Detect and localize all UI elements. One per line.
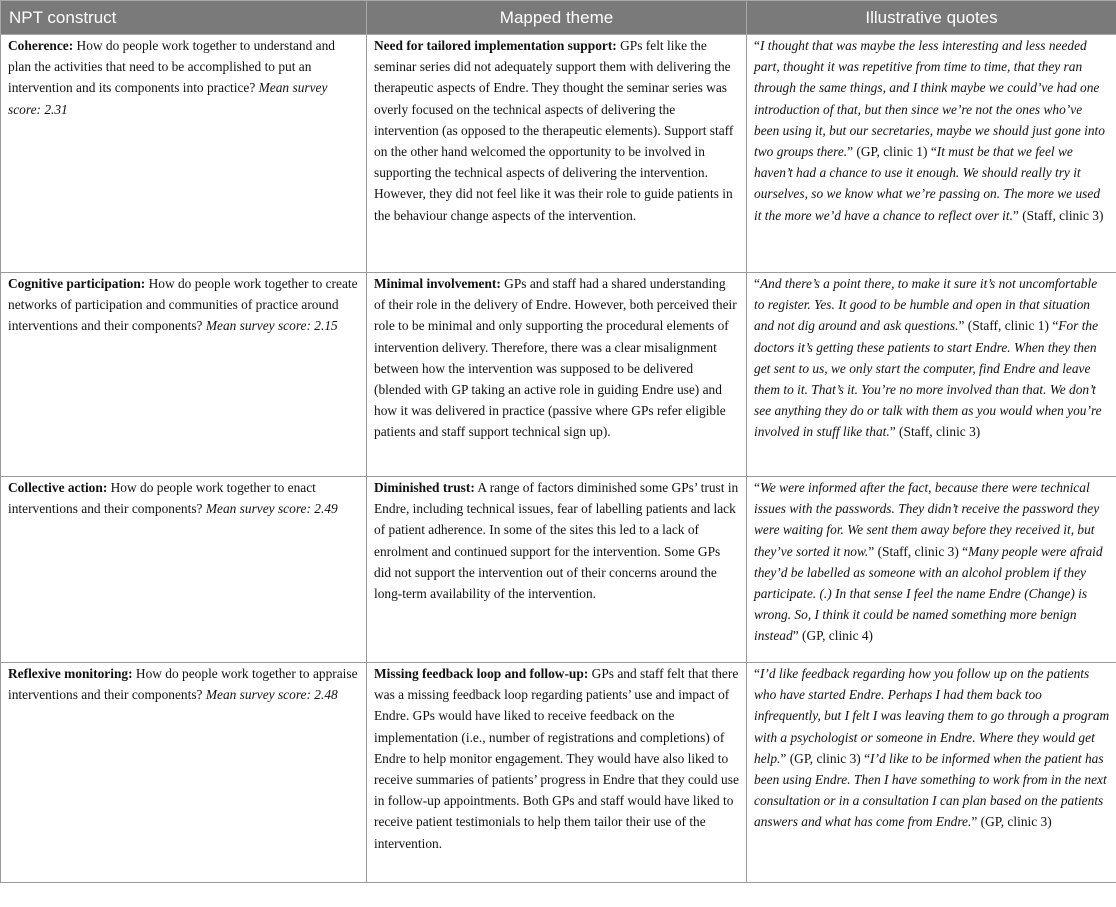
quotes-cell: “I’d like feedback regarding how you follow up on the patients who have started Endre. Perhaps I had them back too infrequently, but I felt I was leaving them to go through a program with a psychologist or someone in Endre. Where they would get help.” (GP, clinic 3) “I’d like to be informed when the patient has been using Endre. Then I have something to work from in the next consultation or in a consultation I can plan based on the patients answers and what has come from Endre.” (GP, clinic 3) <box>747 663 1116 883</box>
quotes-cell: “I thought that was maybe the less interesting and less needed part, thought it was repetitive from time to time, that they ran through the same things, and I think maybe we could’ve had one introduction of that, but then since we’re not the ones who’ve been using it, but our secretaries, maybe we should just gone into two groups there.” (GP, clinic 1) “It must be that we feel we haven’t had a chance to use it enough. We should really try it ourselves, so we know what we’re passing on. The more we used it the more we’d have a chance to reflect over it.” (Staff, clinic 3) <box>747 35 1116 273</box>
construct-cell <box>1 663 367 883</box>
construct-name: Cognitive participation: <box>8 276 146 291</box>
construct-text: How do people work together to create networks of participation and communities of practice around interventions and their components? <box>8 276 358 334</box>
mean-survey-score: Mean survey score: 2.48 <box>205 687 338 703</box>
quote-text: I thought that was maybe the less interesting and less needed part, thought it was repetitive from time to time, that they ran through the same things, and I think maybe we could’ve had one introduction of that, but then since we’re not the ones who’ve been using it, but our secretaries, maybe we should just gone into two groups there. <box>754 38 1105 160</box>
quote-source: (Staff, clinic 3) <box>874 543 963 559</box>
construct-text: How do people work together to enact interventions and their components? <box>8 480 316 517</box>
construct-name: Reflexive monitoring: <box>8 666 133 681</box>
theme-cell <box>367 477 747 663</box>
construct-name: Coherence: <box>8 38 74 53</box>
quote-source: (Staff, clinic 3) <box>1018 207 1104 223</box>
mean-survey-score: Mean survey score: 2.15 <box>205 318 338 334</box>
quote-source: (GP, clinic 1) <box>853 144 931 160</box>
quote-source: (Staff, clinic 3) <box>895 424 981 440</box>
quote-source: (GP, clinic 3) <box>977 814 1052 830</box>
quote-text: I’d like to be informed when the patient has been using Endre. Then I have something to work from in the next consultation or in a consultation I can plan based on the patients answers and what has come from Endre. <box>754 750 1107 830</box>
theme-name: Need for tailored implementation support: <box>374 38 617 53</box>
construct-cell <box>1 477 367 663</box>
mean-survey-score: Mean survey score: 2.31 <box>8 80 328 117</box>
quote-text: For the doctors it’s getting these patients to start Endre. When they then get sent to us, we only start the computer, find Endre and leave them to it. That’s it. You’re no more involved than that. We don’t see anything they do or talk with them as you would when you’re involved in stuff like that. <box>754 318 1102 440</box>
quote-source: (GP, clinic 4) <box>798 628 874 644</box>
construct-name: Collective action: <box>8 480 108 495</box>
construct-text: How do people work together to appraise interventions and their components? <box>8 666 358 703</box>
theme-text: GPs felt like the seminar series did not adequately support them with delivering the therapeutic aspects of Endre. They thought the seminar series was overly focused on the technical aspects of delivering the intervention (as opposed to the therapeutic elements). Support staff on the other hand welcomed the opportunity to be involved in supporting the technical aspects of delivering the intervention. However, they did not feel like it was their role to guide patients in the behaviour change aspects of the intervention. <box>374 38 734 223</box>
construct-text: How do people work together to understand and plan the activities that need to be accomplished to put an intervention and its components into practice? <box>8 38 336 96</box>
theme-cell <box>367 273 747 477</box>
table-row <box>1 273 1116 477</box>
header-npt-construct: NPT construct <box>1 1 367 35</box>
quote-text: I’d like feedback regarding how you follow up on the patients who have started Endre. Perhaps I had them back too infrequently, but I felt I was leaving them to go through a program with a psychologist or someone in Endre. Where they would get help. <box>754 666 1110 766</box>
quote-source: (Staff, clinic 1) <box>964 318 1053 334</box>
header-mapped-theme: Mapped theme <box>367 1 747 35</box>
theme-name: Missing feedback loop and follow-up: <box>374 666 589 681</box>
construct-cell <box>1 35 367 273</box>
header-illustrative-quotes: Illustrative quotes <box>747 1 1116 35</box>
theme-text: GPs and staff felt that there was a missing feedback loop regarding patients’ use and impact of Endre. GPs would have liked to receive feedback on the implementation (i.e., number of registrations and completions) of Endre to help monitor engagement. They would have also liked to receive summaries of patients’ progress in Endre that they could use in follow-up appointments. Both GPs and staff would have liked to receive patient testimonials to help them tailor their use of the intervention. <box>374 666 739 851</box>
theme-name: Diminished trust: <box>374 480 475 495</box>
header-row <box>1 1 1116 35</box>
quotes-cell: “We were informed after the fact, because there were technical issues with the passwords. They didn’t receive the password they were waiting for. We sent them away before they received it, but they’ve sorted it now.” (Staff, clinic 3) “Many people were afraid they’d be labelled as someone with an alcohol problem if they participate. (.) In that sense I feel the name Endre (Change) is wrong. So, I think it could be named something more benign instead” (GP, clinic 4) <box>747 477 1116 663</box>
quote-text: And there’s a point there, to make it sure it’s not uncomfortable to register. Yes. It good to be humble and open in that situation and not dig around and ask questions. <box>754 276 1098 334</box>
theme-text: A range of factors diminished some GPs’ trust in Endre, including technical issues, fear of labelling patients and lack of patient adherence. In some of the sites this led to a lack of enrolment and continued support for the intervention. Some GPs did not support the intervention out of their concerns around the long-term availability of the intervention. <box>374 480 739 602</box>
quote-text: Many people were afraid they’d be labelled as someone with an alcohol problem if they participate. (.) In that sense I feel the name Endre (Change) is wrong. So, I think it could be named something more benign instead <box>754 543 1103 644</box>
table-row <box>1 477 1116 663</box>
table-row <box>1 663 1116 883</box>
quote-text: We were informed after the fact, because there were technical issues with the passwords. They didn’t receive the password they were waiting for. We sent them away before they received it, but they’ve sorted it now. <box>754 480 1100 559</box>
quotes-cell: “And there’s a point there, to make it sure it’s not uncomfortable to register. Yes. It good to be humble and open in that situation and not dig around and ask questions.” (Staff, clinic 1) “For the doctors it’s getting these patients to start Endre. When they then get sent to us, we only start the computer, find Endre and leave them to it. That’s it. You’re no more involved than that. We don’t see anything they do or talk with them as you would when you’re involved in stuff like that.” (Staff, clinic 3) <box>747 273 1116 477</box>
theme-name: Minimal involvement: <box>374 276 501 291</box>
quote-text: It must be that we feel we haven’t had a chance to use it enough. We should really try it ourselves, so we know what we’re passing on. The more we used it the more we’d have a chance to reflect over it. <box>754 144 1101 223</box>
theme-cell <box>367 35 747 273</box>
mean-survey-score: Mean survey score: 2.49 <box>205 501 338 517</box>
construct-cell <box>1 273 367 477</box>
theme-cell <box>367 663 747 883</box>
quote-source: (GP, clinic 3) <box>786 750 865 766</box>
theme-text: GPs and staff had a shared understanding of their role in the delivery of Endre. However, both perceived their role to be minimal and only supporting the procedural elements of intervention delivery. Therefore, there was a clear misalignment between how the intervention was supposed to be delivered (blended with GP taking an active role in guiding Endre use) and how it was delivered in practice (passive where GPs refer eligible patients and staff support technical sign up). <box>374 276 737 440</box>
table-row <box>1 35 1116 273</box>
